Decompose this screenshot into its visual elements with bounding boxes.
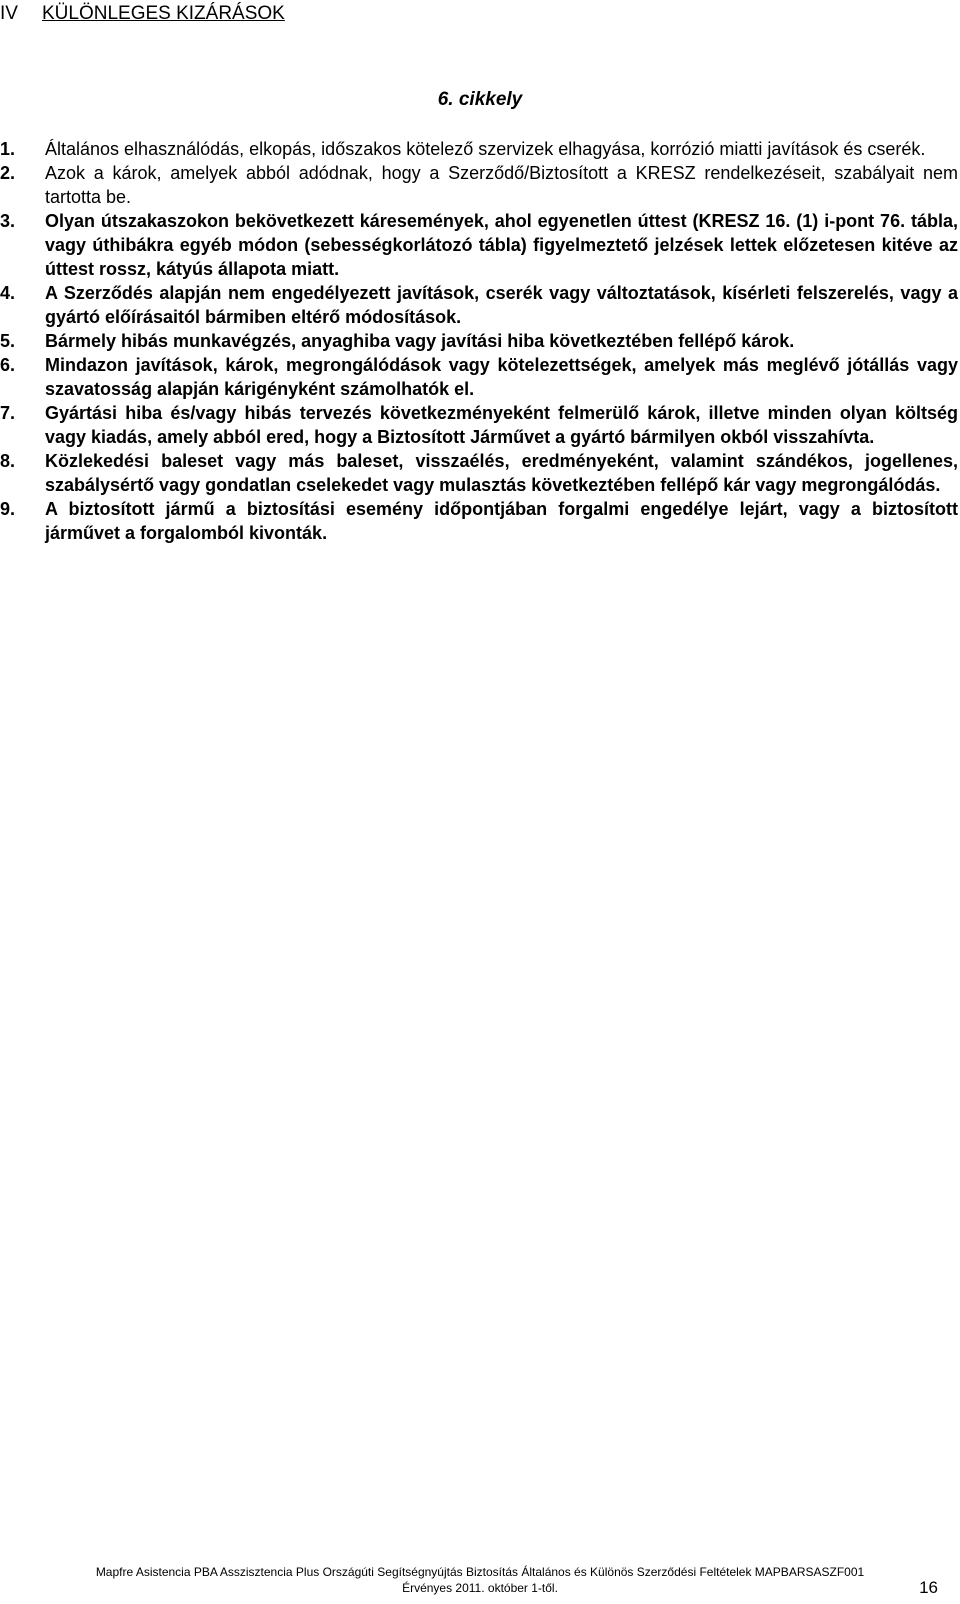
list-item: [0, 329, 958, 353]
list-item: [0, 353, 958, 401]
list-item-text: Azok a károk, amelyek abból adódnak, hogy a Szerződő/Biztosított a KRESZ rendelkezéseit, szabályait nem tartotta be.: [45, 163, 958, 207]
list-item: [0, 449, 958, 497]
list-item-number: 6.: [0, 355, 16, 375]
list-item-number: 4.: [0, 283, 16, 303]
exclusions-list: [0, 137, 958, 545]
list-item-text: Gyártási hiba és/vagy hibás tervezés következményeként felmerülő károk, illetve minden olyan költség vagy kiadás, amely abból ered, hogy a Biztosított Járművet a gyártó bármilyen okból visszahívta.: [45, 403, 958, 447]
page-number: 16: [919, 1578, 938, 1597]
list-item-number: 3.: [0, 211, 16, 231]
list-item-text: Mindazon javítások, károk, megrongálódások vagy kötelezettségek, amelyek más meglévő jótállás vagy szavatosság alapján kárigényként számolhatók el.: [45, 355, 958, 399]
footer-validity: Érvényes 2011. október 1-től.: [402, 1581, 558, 1595]
list-item-number: 1.: [0, 139, 16, 159]
list-item-text: A Szerződés alapján nem engedélyezett javítások, cserék vagy változtatások, kísérleti felszerelés, vagy a gyártó előírásaitól bármiben eltérő módosítások.: [45, 283, 958, 327]
list-item-text: Bármely hibás munkavégzés, anyaghiba vagy javítási hiba következtében fellépő károk.: [45, 331, 795, 351]
section-title: KÜLÖNLEGES KIZÁRÁSOK: [42, 3, 285, 24]
list-item-number: 7.: [0, 403, 16, 423]
article-title: 6. cikkely: [437, 89, 523, 110]
list-item-text: Közlekedési baleset vagy más baleset, visszaélés, eredményeként, valamint szándékos, jogellenes, szabálysértő vagy gondatlan cselekedet vagy mulasztás következtében fellépő kár vagy megrongálódás.: [45, 451, 958, 495]
list-item-number: 8.: [0, 451, 16, 471]
footer-document-title: Mapfre Asistencia PBA Asszisztencia Plus Országúti Segítségnyújtás Biztosítás Általános és Különös Szerződési Feltételek MAPBARSASZF001: [95, 1565, 865, 1579]
section-number: IV: [0, 3, 18, 24]
list-item: [0, 281, 958, 329]
list-item: [0, 209, 958, 281]
list-item-number: 9.: [0, 499, 16, 519]
list-item: [0, 401, 958, 449]
section-header: [0, 3, 285, 25]
list-item-text: A biztosított jármű a biztosítási esemény időpontjában forgalmi engedélye lejárt, vagy a biztosított járművet a forgalomból kivonták.: [45, 499, 958, 543]
list-item-number: 5.: [0, 331, 16, 351]
list-item-text: Olyan útszakaszokon bekövetkezett káresemények, ahol egyenetlen úttest (KRESZ 16. (1) i-pont 76. tábla, vagy úthibákra egyéb módon (sebességkorlátozó tábla) figyelmeztető jelzések lettek előzetesen kitéve az úttest rossz, kátyús állapota miatt.: [45, 211, 958, 279]
list-item-number: 2.: [0, 163, 16, 183]
list-item: [0, 137, 958, 161]
list-item: [0, 161, 958, 209]
list-item-text: Általános elhasználódás, elkopás, időszakos kötelező szervizek elhagyása, korrózió miatti javítások és cserék.: [45, 139, 926, 159]
list-item: [0, 497, 958, 545]
